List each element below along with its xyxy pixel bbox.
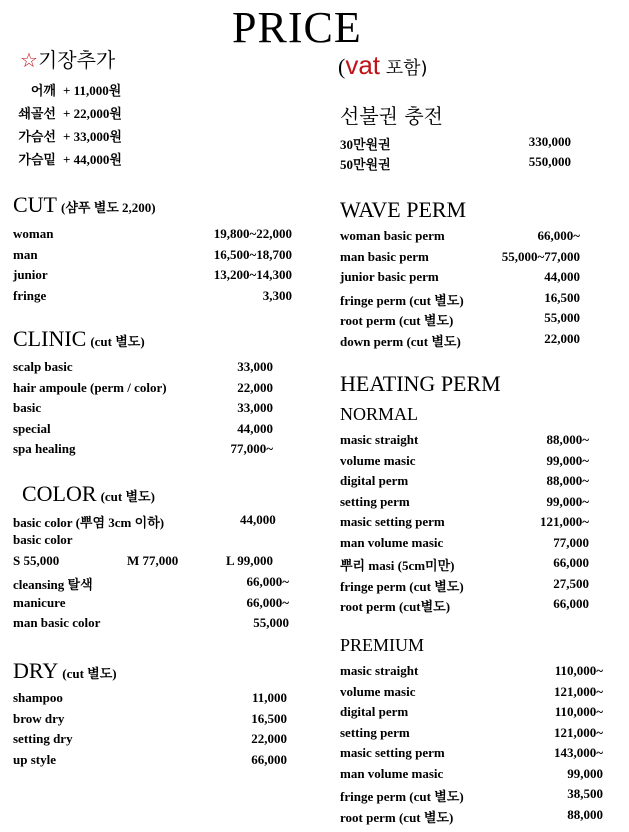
cut-item-price: 3,300 [262, 287, 292, 303]
premium-item-price: 38,500 [567, 786, 603, 801]
normal-item-price: 88,000~ [546, 473, 589, 488]
premium-item-price: 110,000~ [554, 704, 603, 719]
extension-item-label: 가슴밑 [18, 152, 56, 167]
color-item-label: man basic color [13, 615, 101, 630]
dry-item-label: up style [13, 751, 56, 767]
wave-item-label: fringe perm (cut 별도) [340, 292, 464, 308]
dry-item-label: setting dry [13, 731, 73, 746]
wave-item-price: 55,000 [544, 310, 580, 325]
premium-item-price: 121,000~ [553, 683, 603, 699]
extension-item-price: + 44,000원 [63, 152, 122, 167]
clinic-item-price: 33,000 [237, 359, 273, 374]
normal-item-price: 66,000 [553, 596, 589, 611]
premium-item-price: 88,000 [567, 806, 603, 822]
normal-item-label: root perm (cut별도) [340, 599, 451, 614]
wave-item-label: root perm (cut 별도) [340, 313, 454, 328]
dry-item-label: brow dry [13, 710, 65, 726]
cut-heading [13, 192, 156, 218]
color-item-price: 66,000~ [246, 574, 289, 589]
color-size-s: S 55,000 [13, 553, 60, 568]
color-heading [22, 481, 155, 507]
color-size-m: M 77,000 [127, 553, 179, 568]
color-item-price: 66,000~ [246, 594, 289, 610]
prepaid-item-label: 30만원권 [340, 137, 391, 152]
dry-item-price: 66,000 [251, 751, 287, 767]
premium-item-label: masic setting perm [340, 745, 445, 760]
premium-item-label: digital perm [340, 704, 409, 719]
clinic-item-label: hair ampoule (perm / color) [13, 379, 167, 395]
clinic-item-price: 77,000~ [230, 441, 273, 456]
normal-item-label: volume masic [340, 452, 416, 468]
normal-item-price: 88,000~ [546, 432, 589, 447]
cut-heading-text: CUT [13, 192, 57, 217]
normal-item-label: fringe perm (cut 별도) [340, 578, 464, 594]
color-basic-label: basic color [13, 532, 73, 547]
extension-heading [20, 44, 115, 73]
wave-item-price: 16,500 [544, 289, 580, 305]
premium-item-label: root perm (cut 별도) [340, 809, 454, 825]
color-size-l: L 99,000 [226, 553, 273, 568]
wave-item-price: 55,000~77,000 [501, 248, 580, 264]
cut-item-label: junior [13, 267, 48, 282]
clinic-item-label: spa healing [13, 441, 76, 456]
extension-item-price: + 33,000원 [63, 129, 122, 144]
color-item-label: manicure [13, 594, 66, 610]
dry-item-label: shampoo [13, 690, 63, 705]
color-root-label: basic color (뿌염 3cm 이하) [13, 515, 165, 530]
extension-item-price: + 22,000원 [63, 106, 122, 121]
premium-item-price: 121,000~ [553, 724, 603, 740]
extension-item-price: + 11,000원 [63, 83, 122, 98]
extension-item-label: 어깨 [30, 83, 56, 98]
wave-heading: WAVE PERM [340, 197, 467, 222]
extension-item-label: 쇄골선 [18, 106, 56, 121]
vat-rest: 포함) [380, 58, 428, 79]
normal-item-price: 77,000 [553, 534, 589, 550]
cut-item-price: 16,500~18,700 [213, 246, 292, 262]
normal-item-label: setting perm [340, 493, 410, 509]
normal-item-price: 66,000 [553, 555, 589, 570]
clinic-item-label: scalp basic [13, 359, 73, 374]
clinic-item-price: 44,000 [237, 420, 273, 436]
color-item-price: 55,000 [253, 615, 289, 630]
cut-item-label: man [13, 246, 38, 262]
normal-heading: NORMAL [340, 404, 419, 424]
normal-item-label: digital perm [340, 473, 409, 488]
cut-item-price: 19,800~22,000 [213, 226, 292, 241]
clinic-heading-text: CLINIC [13, 326, 87, 351]
dry-heading [13, 658, 117, 684]
premium-item-label: masic straight [340, 663, 419, 678]
normal-item-label: man volume masic [340, 534, 444, 550]
cut-note: (샴푸 별도 2,200) [61, 200, 156, 215]
cut-item-price: 13,200~14,300 [213, 267, 292, 282]
prepaid-heading: 선불권 충전 [340, 104, 443, 128]
heating-heading: HEATING PERM [340, 371, 501, 396]
vat-note [338, 50, 428, 81]
normal-item-label: 뿌리 masi (5cm미만) [340, 558, 455, 573]
color-root-price: 44,000 [240, 512, 276, 527]
premium-item-label: man volume masic [340, 765, 444, 781]
color-item-label: cleansing 탈색 [13, 577, 93, 592]
extension-heading-text: 기장추가 [37, 48, 116, 72]
prepaid-item-price: 550,000 [528, 154, 571, 169]
vat-word: vat [345, 50, 381, 80]
premium-item-label: fringe perm (cut 별도) [340, 789, 464, 804]
wave-item-label: down perm (cut 별도) [340, 333, 461, 349]
wave-item-price: 66,000~ [537, 228, 580, 243]
dry-heading-text: DRY [13, 658, 59, 683]
premium-item-price: 143,000~ [553, 745, 603, 760]
prepaid-item-price: 330,000 [528, 134, 571, 149]
premium-heading: PREMIUM [340, 635, 425, 655]
clinic-note: (cut 별도) [90, 334, 145, 349]
dry-note: (cut 별도) [62, 666, 117, 681]
clinic-item-price: 33,000 [237, 400, 273, 415]
premium-item-label: setting perm [340, 724, 410, 740]
normal-item-label: masic setting perm [340, 514, 445, 529]
clinic-heading [13, 326, 145, 352]
clinic-item-price: 22,000 [237, 379, 273, 395]
premium-item-label: volume masic [340, 683, 416, 699]
dry-item-price: 16,500 [251, 710, 287, 726]
star-icon: ☆ [20, 48, 38, 72]
normal-item-price: 99,000~ [546, 452, 589, 468]
extension-item-label: 가슴선 [18, 129, 56, 144]
wave-item-label: woman basic perm [340, 228, 445, 243]
dry-item-price: 11,000 [251, 690, 287, 705]
premium-item-price: 110,000~ [554, 663, 603, 678]
clinic-item-label: basic [13, 400, 42, 415]
clinic-item-label: special [13, 420, 51, 436]
cut-item-label: woman [13, 226, 54, 241]
normal-item-price: 99,000~ [546, 493, 589, 509]
wave-item-price: 44,000 [544, 269, 580, 284]
wave-item-label: junior basic perm [340, 269, 439, 284]
color-note: (cut 별도) [100, 489, 155, 504]
premium-item-price: 99,000 [567, 765, 603, 781]
vat-open: ( [338, 54, 346, 79]
prepaid-item-label: 50만원권 [340, 157, 391, 172]
normal-item-price: 121,000~ [539, 514, 589, 529]
dry-item-price: 22,000 [251, 731, 287, 746]
wave-item-label: man basic perm [340, 248, 429, 264]
normal-item-price: 27,500 [553, 575, 589, 591]
page-title: PRICE [232, 3, 362, 52]
wave-item-price: 22,000 [544, 330, 580, 346]
cut-item-label: fringe [13, 287, 47, 303]
normal-item-label: masic straight [340, 432, 419, 447]
color-heading-text: COLOR [22, 481, 97, 506]
